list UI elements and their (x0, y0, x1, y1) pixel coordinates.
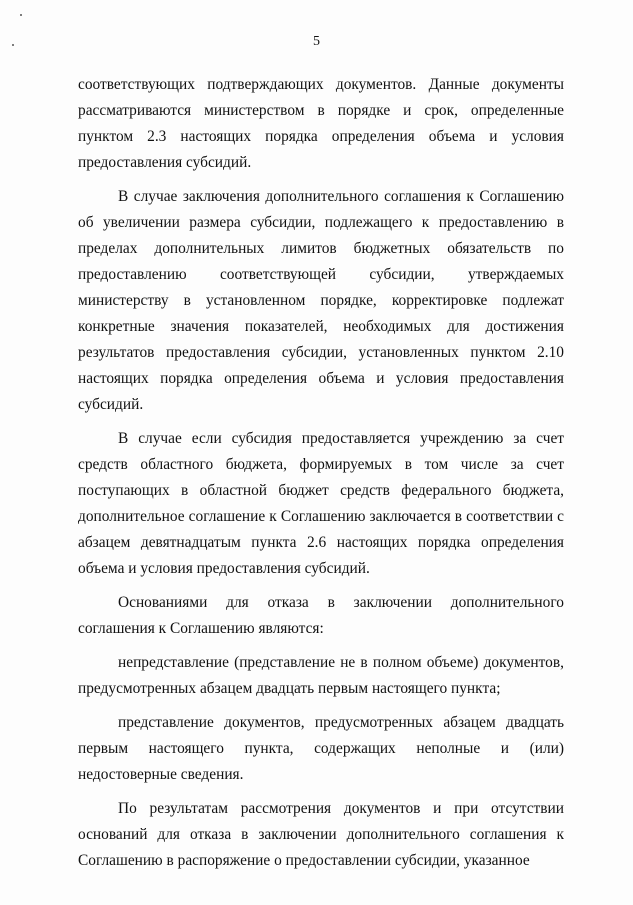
page-number: 5 (313, 34, 320, 49)
paragraph-6: представление документов, предусмотренных абзацем двадцать первым настоящего пункта, содержащих неполные и (или) недостоверные сведения. (78, 714, 564, 783)
paragraph-2: В случае заключения дополнительного соглашения к Соглашению об увеличении размера субсидии, подлежащего к предоставлению в пределах дополнительных лимитов бюджетных обязательств по предоставлению соответствующей субсидии, утверждаемых министерству в установленном порядке, корректировке подлежат конкретные значения показателей, необходимых для достижения результатов предоставления субсидии, установленных пунктом 2.10 настоящих порядка определения объема и условия предоставления субсидий. (78, 188, 564, 413)
document-body (78, 72, 564, 882)
paragraph-4: Основаниями для отказа в заключении дополнительного соглашения к Соглашению являются: (78, 594, 564, 637)
paragraph-3: В случае если субсидия предоставляется учреждению за счет средств областного бюджета, формируемых в том числе за счет поступающих в областной бюджет средств федерального бюджета, дополнительное соглашение к Соглашению заключается в соответствии с абзацем девятнадцатым пункта 2.6 настоящих порядка определения объема и условия предоставления субсидий. (78, 430, 564, 577)
scan-speck (20, 14, 22, 16)
paragraph-7: По результатам рассмотрения документов и при отсутствии оснований для отказа в заключении дополнительного соглашения к Соглашению в распоряжение о предоставлении субсидии, указанное (78, 800, 564, 869)
paragraph-5: непредставление (представление не в полном объеме) документов, предусмотренных абзацем двадцать первым настоящего пункта; (78, 654, 564, 697)
paragraph-1: соответствующих подтверждающих документов. Данные документы рассматриваются министерством в порядке и срок, определенные пунктом 2.3 настоящих порядка определения объема и условия предоставления субсидий. (78, 76, 564, 171)
